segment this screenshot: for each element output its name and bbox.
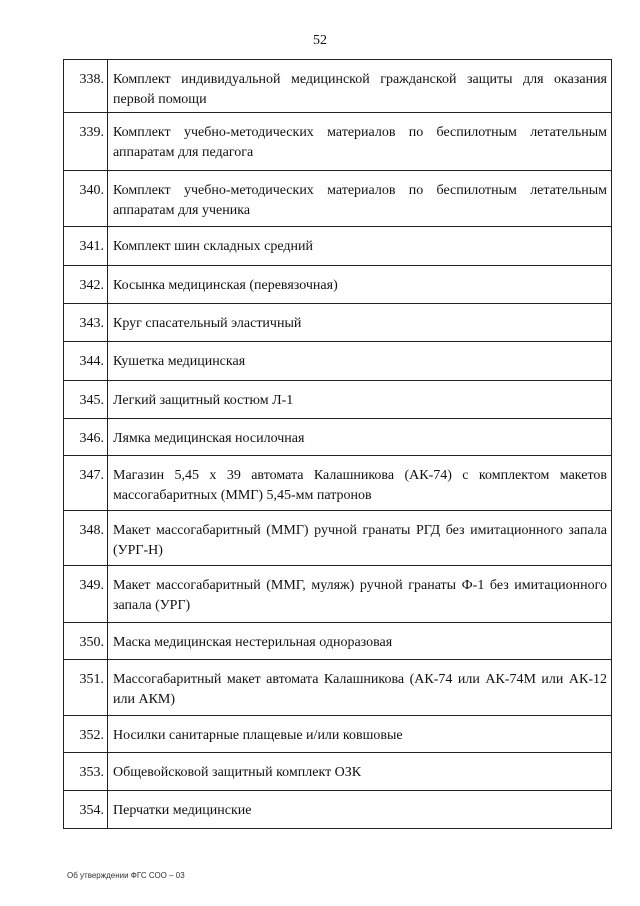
table-row	[64, 381, 612, 419]
table-row	[64, 342, 612, 381]
row-text: Макет массогабаритный (ММГ, муляж) ручной гранаты Ф-1 без имитационного запала (УРГ)	[108, 566, 612, 623]
row-text: Кушетка медицинская	[108, 342, 612, 381]
page-number: 52	[313, 33, 327, 48]
table-row	[64, 566, 612, 623]
row-text: Макет массогабаритный (ММГ) ручной гранаты РГД без имитационного запала (УРГ-Н)	[108, 511, 612, 566]
row-text: Комплект шин складных средний	[108, 227, 612, 266]
row-text: Легкий защитный костюм Л-1	[108, 381, 612, 419]
row-text: Круг спасательный эластичный	[108, 304, 612, 342]
row-text: Носилки санитарные плащевые и/или ковшовые	[108, 716, 612, 753]
row-text: Комплект индивидуальной медицинской гражданской защиты для оказания первой помощи	[108, 60, 612, 113]
row-number: 339.	[64, 113, 108, 171]
row-number: 344.	[64, 342, 108, 381]
row-number: 338.	[64, 60, 108, 113]
row-text: Магазин 5,45 х 39 автомата Калашникова (АК-74) с комплектом макетов массогабаритных (ММГ) 5,45-мм патронов	[108, 456, 612, 511]
row-number: 346.	[64, 419, 108, 456]
row-number: 351.	[64, 660, 108, 716]
row-number: 340.	[64, 171, 108, 227]
table-row	[64, 623, 612, 660]
row-text: Маска медицинская нестерильная одноразовая	[108, 623, 612, 660]
row-number: 345.	[64, 381, 108, 419]
row-text: Комплект учебно-методических материалов по беспилотным летательным аппаратам для педагога	[108, 113, 612, 171]
row-text: Перчатки медицинские	[108, 791, 612, 829]
row-text: Массогабаритный макет автомата Калашникова (АК-74 или АК-74М или АК-12 или АКМ)	[108, 660, 612, 716]
table-row	[64, 660, 612, 716]
table-row	[64, 304, 612, 342]
row-number: 341.	[64, 227, 108, 266]
row-text: Общевойсковой защитный комплект ОЗК	[108, 753, 612, 791]
row-number: 350.	[64, 623, 108, 660]
row-number: 353.	[64, 753, 108, 791]
table-row	[64, 511, 612, 566]
row-number: 342.	[64, 266, 108, 304]
row-number: 347.	[64, 456, 108, 511]
row-text: Лямка медицинская носилочная	[108, 419, 612, 456]
table-row	[64, 791, 612, 829]
table-row	[64, 113, 612, 171]
row-number: 348.	[64, 511, 108, 566]
table-row	[64, 227, 612, 266]
table-row	[64, 753, 612, 791]
row-text: Косынка медицинская (перевязочная)	[108, 266, 612, 304]
row-number: 343.	[64, 304, 108, 342]
row-text: Комплект учебно-методических материалов по беспилотным летательным аппаратам для ученика	[108, 171, 612, 227]
row-number: 354.	[64, 791, 108, 829]
table-row	[64, 266, 612, 304]
items-table	[63, 59, 612, 829]
row-number: 349.	[64, 566, 108, 623]
table-row	[64, 716, 612, 753]
table-row	[64, 456, 612, 511]
footer-note: Об утверждении ФГС СОО – 03	[67, 871, 185, 880]
row-number: 352.	[64, 716, 108, 753]
table-row	[64, 419, 612, 456]
table-row	[64, 60, 612, 113]
table-row	[64, 171, 612, 227]
